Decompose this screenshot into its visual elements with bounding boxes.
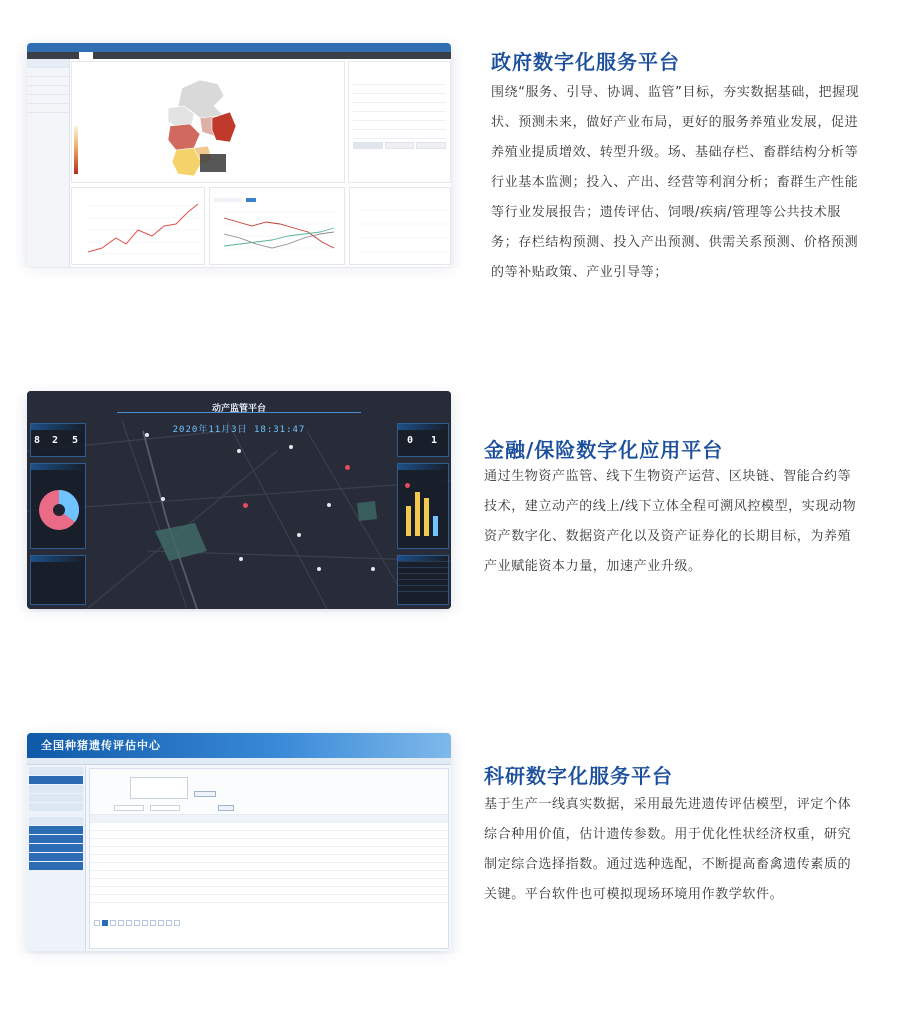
stat-value-3: 5	[72, 435, 79, 446]
stat-value-4: 0	[407, 435, 414, 446]
date-select[interactable]	[114, 805, 144, 811]
table-row[interactable]	[90, 863, 448, 871]
stat-value-1: 8	[34, 435, 41, 446]
clock-display: 2020年11月3日 18:31:47	[172, 425, 306, 435]
results-panel	[89, 768, 449, 949]
date-select[interactable]	[150, 805, 180, 811]
section-title: 金融/保险数字化应用平台	[484, 438, 724, 462]
section-description: 围绕“服务、引导、协调、监管”目标，夯实数据基础，把握现状、预测未来，做好产业布局，更好的服务养殖业发展，促进养殖业提质增效、转型升级。场、基础存栏、畜群结构分析等行业基本监测；投入、产出、经营等利润分析；畜群生产性能等行业发展报告；遗传评估、饲喂/疾病/管理等公共技术服务；存栏结构预测、投入产出预测、供需关系预测、价格预测的等补贴政策、产业引导等；	[491, 85, 860, 280]
section-description: 基于生产一线真实数据，采用最先进遗传评估模型，评定个体综合种用价值，估计遗传参数。用于优化性状经济权重，研究制定综合选择指数。通过选种选配，不断提高畜禽遗传素质的关键。平台软件也可模拟现场环境用作教学软件。	[484, 797, 852, 902]
table-row[interactable]	[90, 887, 448, 895]
screen-title: 动产监管平台	[211, 404, 266, 414]
sidebar	[27, 766, 86, 951]
stat-value-2: 2	[52, 435, 59, 446]
research-center-screenshot	[27, 733, 451, 951]
app-banner: 全国种猪遗传评估中心	[27, 733, 451, 758]
section-title: 科研数字化服务平台	[484, 764, 673, 788]
table-row[interactable]	[90, 823, 448, 831]
filter-form	[90, 769, 448, 815]
top-nav	[27, 758, 451, 765]
section-description: 通过生物资产监管、线下生物资产运营、区块链、智能合约等技术，建立动产的线上/线下立体全程可溯风控模型，实现动物资产数字化、数据资产化以及资产证券化的长期目标，为养殖产业赋能资本力量，加速产业升级。	[484, 469, 857, 574]
table-row[interactable]	[90, 871, 448, 879]
confirm-button[interactable]	[194, 791, 216, 797]
table-row[interactable]	[90, 879, 448, 887]
table-row[interactable]	[90, 895, 448, 903]
table-row[interactable]	[90, 839, 448, 847]
table-row[interactable]	[90, 847, 448, 855]
section-title: 政府数字化服务平台	[491, 50, 680, 74]
table-header	[90, 815, 448, 823]
search-button[interactable]	[218, 805, 234, 811]
breed-select-list[interactable]	[130, 777, 188, 799]
table-row[interactable]	[90, 855, 448, 863]
table-row[interactable]	[90, 831, 448, 839]
stat-value-5: 1	[431, 435, 438, 446]
pagination[interactable]	[94, 920, 180, 926]
